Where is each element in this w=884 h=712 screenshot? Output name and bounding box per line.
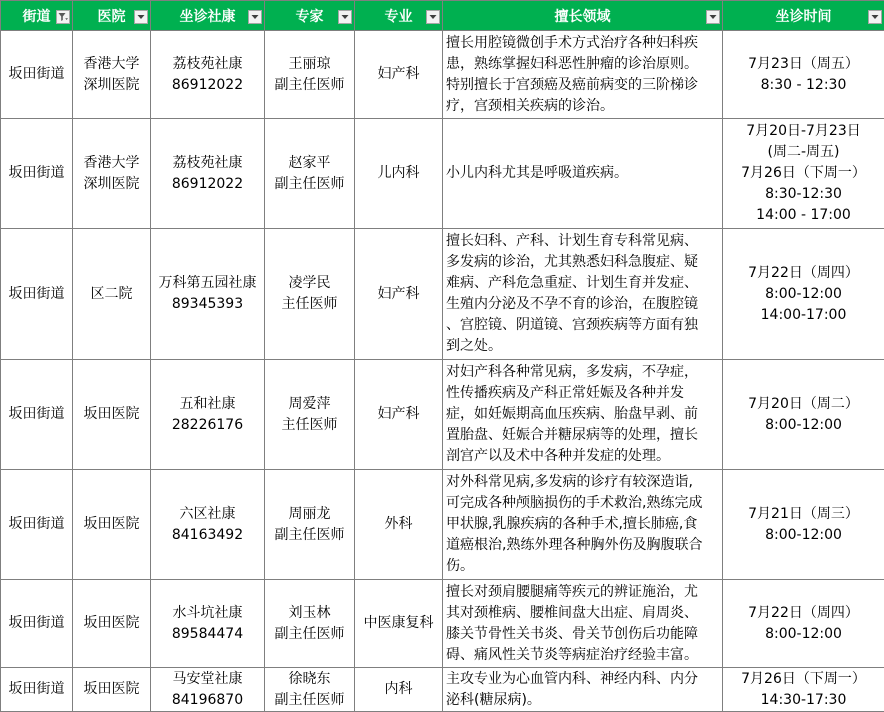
cell-schedule[interactable]	[723, 119, 884, 229]
cell-street[interactable]: 坂田街道	[1, 229, 73, 360]
header-specialty: 专业	[355, 1, 443, 31]
cell-expertise-line: 主攻专业为心血管内科、神经内科、内分	[446, 669, 719, 690]
cell-expert-line: 赵家平	[267, 153, 352, 174]
cell-clinic[interactable]	[151, 580, 265, 668]
cell-expertise-line: 特别擅长于宫颈癌及癌前病变的三阶梯诊	[446, 75, 719, 96]
cell-expertise-line: 对外科常见病,多发病的诊疗有较深造诣,	[446, 472, 719, 493]
cell-expertise-line: 对妇产科各种常见病，多发病，不孕症，	[446, 362, 719, 383]
cell-expertise-line: 置胎盘、妊娠合并糖尿病等的处理，擅长	[446, 425, 719, 446]
table-row	[1, 580, 884, 668]
cell-expert[interactable]	[265, 229, 355, 360]
cell-expert-line: 刘玉林	[267, 603, 352, 624]
cell-hospital-line: 坂田医院	[75, 679, 148, 700]
cell-expertise-line: 擅长对颈肩腰腿痛等疾元的辨证施治，尤	[446, 582, 719, 603]
cell-schedule[interactable]	[723, 580, 884, 668]
cell-clinic[interactable]	[151, 668, 265, 712]
cell-expert-line: 副主任医师	[267, 624, 352, 645]
cell-street[interactable]: 坂田街道	[1, 119, 73, 229]
cell-hospital-line: 香港大学	[75, 153, 148, 174]
cell-hospital[interactable]	[73, 668, 151, 712]
cell-schedule[interactable]	[723, 229, 884, 360]
cell-expert-line: 副主任医师	[267, 690, 352, 711]
cell-clinic-line: 马安堂社康	[153, 669, 262, 690]
cell-expertise-line: 道癌根治,熟练外理各种胸外伤及胸腹联合	[446, 535, 719, 556]
cell-expertise-line: 多发病的诊治，尤其熟悉妇科急腹症、疑	[446, 252, 719, 273]
cell-specialty[interactable]: 外科	[355, 470, 443, 580]
cell-schedule-line: 14:00 - 17:00	[725, 205, 882, 226]
cell-expertise-line: 到之处。	[446, 336, 719, 357]
cell-expertise[interactable]	[443, 360, 723, 470]
cell-clinic-line: 万科第五园社康	[153, 273, 262, 294]
cell-specialty[interactable]: 妇产科	[355, 229, 443, 360]
cell-clinic-line: 86912022	[153, 75, 262, 96]
dropdown-arrow-icon[interactable]	[426, 10, 440, 24]
cell-clinic-line: 84196870	[153, 690, 262, 711]
cell-hospital[interactable]	[73, 119, 151, 229]
table-row	[1, 229, 884, 360]
cell-expertise[interactable]	[443, 668, 723, 712]
cell-expertise-line: 剖宫产以及术中各种并发症的处理。	[446, 446, 719, 467]
cell-expertise-line: 疗，宫颈相关疾病的诊治。	[446, 96, 719, 117]
table-row	[1, 360, 884, 470]
cell-street[interactable]: 坂田街道	[1, 580, 73, 668]
cell-expertise-line: 擅长妇科、产科、计划生育专科常见病、	[446, 231, 719, 252]
cell-expertise-line: 其对颈椎病、腰椎间盘大出症、肩周炎、	[446, 603, 719, 624]
table-row	[1, 119, 884, 229]
cell-schedule-line: 7月23日（周五）	[725, 54, 882, 75]
cell-expertise-line: 难病、产科危急重症、计划生育并发症、	[446, 273, 719, 294]
cell-expert-line: 王丽琼	[267, 54, 352, 75]
cell-expert-line: 主任医师	[267, 294, 352, 315]
cell-schedule-line: 8:00-12:00	[725, 525, 882, 546]
cell-clinic-line: 86912022	[153, 174, 262, 195]
cell-hospital-line: 深圳医院	[75, 174, 148, 195]
cell-expert-line: 凌学民	[267, 273, 352, 294]
cell-expert[interactable]	[265, 668, 355, 712]
cell-expertise-line: 伤。	[446, 556, 719, 577]
header-street: 街道	[1, 1, 73, 31]
cell-clinic-line: 五和社康	[153, 394, 262, 415]
cell-expertise-line: 泌科(糖尿病)。	[446, 690, 719, 711]
dropdown-arrow-icon[interactable]	[706, 10, 720, 24]
cell-hospital[interactable]	[73, 470, 151, 580]
cell-schedule-line: 7月22日（周四）	[725, 603, 882, 624]
cell-expert-line: 周爱萍	[267, 394, 352, 415]
dropdown-arrow-icon[interactable]	[868, 10, 882, 24]
cell-schedule-line: 8:30-12:30	[725, 184, 882, 205]
cell-hospital[interactable]	[73, 360, 151, 470]
cell-expertise-line: 可完成各种颅脑损伤的手术救治,熟练完成	[446, 493, 719, 514]
header-expertise: 擅长领域	[443, 1, 723, 31]
header-schedule: 坐诊时间	[723, 1, 884, 31]
cell-specialty[interactable]: 妇产科	[355, 360, 443, 470]
dropdown-arrow-icon[interactable]	[248, 10, 262, 24]
cell-expert-line: 主任医师	[267, 415, 352, 436]
cell-expertise-line: 擅长用腔镜微创手术方式治疗各种妇科疾	[446, 33, 719, 54]
cell-hospital-line: 香港大学	[75, 54, 148, 75]
cell-schedule-line: 7月20日（周二）	[725, 394, 882, 415]
cell-expert[interactable]	[265, 470, 355, 580]
cell-street[interactable]: 坂田街道	[1, 31, 73, 119]
cell-schedule-line: 14:30-17:30	[725, 690, 882, 711]
cell-schedule[interactable]	[723, 668, 884, 712]
cell-clinic-line: 荔枝苑社康	[153, 153, 262, 174]
table-row	[1, 668, 884, 712]
cell-hospital-line: 区二院	[75, 284, 148, 305]
cell-hospital[interactable]	[73, 31, 151, 119]
cell-expertise-line: 甲状腺,乳腺疾病的各种手术,擅长肺癌,食	[446, 514, 719, 535]
cell-schedule-line: 7月26日（下周一）	[725, 669, 882, 690]
cell-clinic-line: 84163492	[153, 525, 262, 546]
cell-clinic[interactable]	[151, 360, 265, 470]
cell-street[interactable]: 坂田街道	[1, 360, 73, 470]
cell-expert-line: 副主任医师	[267, 525, 352, 546]
header-clinic: 坐诊社康	[151, 1, 265, 31]
cell-expertise-line: 小儿内科尤其是呼吸道疾病。	[446, 163, 719, 184]
cell-schedule-line: (周二-周五)	[725, 142, 882, 163]
header-hospital: 医院	[73, 1, 151, 31]
cell-hospital-line: 坂田医院	[75, 613, 148, 634]
cell-expertise[interactable]	[443, 229, 723, 360]
cell-expert[interactable]	[265, 360, 355, 470]
header-row	[1, 1, 884, 31]
cell-expert[interactable]	[265, 580, 355, 668]
cell-hospital-line: 坂田医院	[75, 514, 148, 535]
cell-hospital[interactable]	[73, 580, 151, 668]
cell-clinic[interactable]	[151, 470, 265, 580]
dropdown-arrow-icon[interactable]	[134, 10, 148, 24]
cell-schedule-line: 7月20日-7月23日	[725, 121, 882, 142]
table-row	[1, 31, 884, 119]
cell-schedule-line: 8:00-12:00	[725, 284, 882, 305]
cell-clinic-line: 89345393	[153, 294, 262, 315]
cell-expertise-line: 患，熟练掌握妇科恶性肿瘤的诊治原则。	[446, 54, 719, 75]
cell-clinic-line: 荔枝苑社康	[153, 54, 262, 75]
dropdown-arrow-icon[interactable]	[338, 10, 352, 24]
cell-expertise[interactable]	[443, 470, 723, 580]
cell-expertise-line: 碍、痛风性关节炎等病症治疗经验丰富。	[446, 645, 719, 666]
cell-clinic-line: 89584474	[153, 624, 262, 645]
cell-expert-line: 副主任医师	[267, 75, 352, 96]
cell-expertise-line: 生殖内分泌及不孕不育的诊治，在腹腔镜	[446, 294, 719, 315]
cell-schedule-line: 7月21日（周三）	[725, 504, 882, 525]
cell-clinic[interactable]	[151, 119, 265, 229]
cell-expertise-line: 膝关节骨性关书炎、骨关节创伤后功能障	[446, 624, 719, 645]
cell-schedule[interactable]	[723, 470, 884, 580]
header-expert: 专家	[265, 1, 355, 31]
cell-expert[interactable]	[265, 119, 355, 229]
cell-expert-line: 徐晓东	[267, 669, 352, 690]
cell-street[interactable]: 坂田街道	[1, 470, 73, 580]
cell-clinic-line: 六区社康	[153, 504, 262, 525]
cell-schedule-line: 8:30 - 12:30	[725, 75, 882, 96]
cell-specialty[interactable]: 儿内科	[355, 119, 443, 229]
cell-clinic[interactable]	[151, 229, 265, 360]
cell-clinic-line: 28226176	[153, 415, 262, 436]
cell-hospital[interactable]	[73, 229, 151, 360]
cell-expertise[interactable]	[443, 119, 723, 229]
cell-expertise-line: 症，如妊娠期高血压疾病、胎盘早剥、前	[446, 404, 719, 425]
cell-expert[interactable]	[265, 31, 355, 119]
cell-expertise[interactable]	[443, 580, 723, 668]
cell-specialty[interactable]: 中医康复科	[355, 580, 443, 668]
cell-expert-line: 副主任医师	[267, 174, 352, 195]
cell-specialty[interactable]: 妇产科	[355, 31, 443, 119]
cell-expertise-line: 、宫腔镜、阴道镜、宫颈疾病等方面有独	[446, 315, 719, 336]
cell-clinic-line: 水斗坑社康	[153, 603, 262, 624]
cell-expertise-line: 性传播疾病及产科正常妊娠及各种并发	[446, 383, 719, 404]
cell-hospital-line: 深圳医院	[75, 75, 148, 96]
cell-schedule-line: 7月26日（下周一）	[725, 163, 882, 184]
cell-schedule-line: 8:00-12:00	[725, 415, 882, 436]
cell-schedule[interactable]	[723, 360, 884, 470]
cell-clinic[interactable]	[151, 31, 265, 119]
cell-street[interactable]: 坂田街道	[1, 668, 73, 712]
cell-hospital-line: 坂田医院	[75, 404, 148, 425]
filter-active-icon[interactable]	[56, 10, 70, 24]
cell-schedule-line: 14:00-17:00	[725, 305, 882, 326]
cell-schedule-line: 7月22日（周四）	[725, 263, 882, 284]
cell-schedule-line: 8:00-12:00	[725, 624, 882, 645]
cell-expert-line: 周丽龙	[267, 504, 352, 525]
cell-specialty[interactable]: 内科	[355, 668, 443, 712]
table-row	[1, 470, 884, 580]
cell-expertise[interactable]	[443, 31, 723, 119]
cell-schedule[interactable]	[723, 31, 884, 119]
